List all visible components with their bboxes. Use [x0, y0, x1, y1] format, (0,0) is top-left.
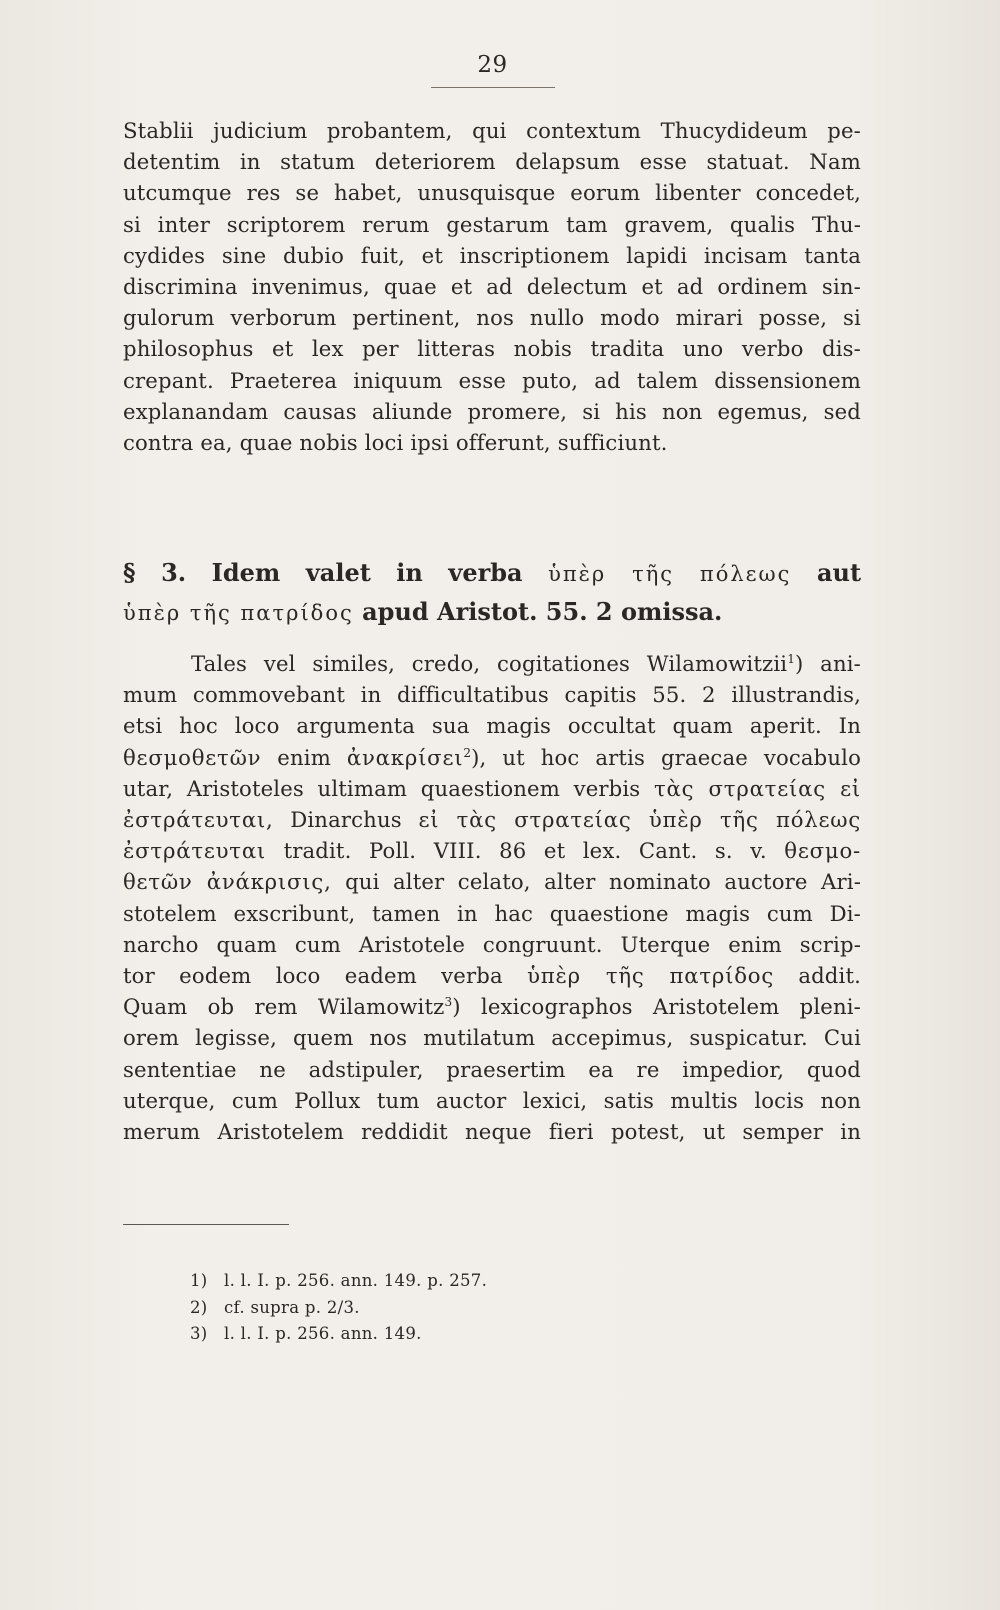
greek-text: ἐστράτευται,: [123, 807, 274, 833]
text-line: discrimina invenimus, quae et ad delectum et ad ordinem sin-: [123, 274, 861, 300]
text-span: qui alter celato, alter nominato auctore Ari-: [345, 869, 862, 895]
text-span: addit.: [798, 963, 861, 989]
text-span: utar, Aristoteles ultimam quaestionem verbis: [123, 775, 641, 801]
text-line: [123, 960, 861, 991]
text-line: mum commovebant in difficultatibus capitis 55. 2 illustrandis,: [123, 682, 861, 708]
text-line: stotelem exscribunt, tamen in hac quaestione magis cum Di-: [123, 900, 861, 926]
footnote-item: [190, 1321, 750, 1348]
text-line: narcho quam cum Aristotele congruunt. Uterque enim scrip-: [123, 931, 861, 957]
section-title-part-1: Idem valet in verba: [211, 558, 523, 587]
page-number-rule: [431, 87, 555, 88]
paragraph-1: [123, 115, 861, 458]
footnote-ref-1: 1: [787, 652, 795, 666]
text-line: Stablii judicium probantem, qui contextum Thucydideum pe-: [123, 118, 861, 143]
text-line: [123, 742, 861, 773]
text-line: sententiae ne adstipuler, praesertim ea re impedior, quod: [123, 1056, 861, 1082]
section-symbol: §: [123, 558, 136, 587]
footnote-text: l. l. I. p. 256. ann. 149.: [224, 1324, 422, 1343]
page-number: 29: [477, 52, 508, 78]
text-span: Dinarchus: [290, 807, 402, 833]
greek-text: ὑπὲρ τῆς πατρίδος: [527, 963, 774, 989]
text-line: [123, 991, 861, 1022]
footnote-number: 3): [190, 1324, 208, 1343]
paragraph-2: [123, 648, 861, 1147]
greek-text: τὰς στρατείας εἰ: [653, 775, 862, 801]
footnote-item: [190, 1268, 750, 1295]
text-line: contra ea, quae nobis loci ipsi offerunt, sufficiunt.: [123, 430, 668, 456]
footnotes: [190, 1268, 750, 1348]
text-line: uterque, cum Pollux tum auctor lexici, satis multis locis non: [123, 1087, 861, 1113]
footnote-ref-3: 3: [444, 995, 453, 1010]
text-span: Quam ob rem Wilamowitz: [123, 994, 445, 1020]
text-line: merum Aristotelem reddidit neque fieri potest, ut semper in: [123, 1119, 861, 1145]
text-span: tradit. Poll. VIII. 86 et lex. Cant. s. v.: [283, 838, 767, 864]
section-greek-2: ὑπὲρ τῆς πατρίδος: [123, 601, 354, 625]
section-connector: aut: [816, 558, 862, 587]
text-line: si inter scriptorem rerum gestarum tam gravem, qualis Thu-: [123, 211, 861, 237]
footnote-ref-2: 2: [463, 745, 472, 760]
greek-text: θεσμο-: [784, 838, 861, 864]
text-line: [123, 835, 861, 866]
footnote-text: l. l. I. p. 256. ann. 149. p. 257.: [224, 1271, 488, 1290]
text-span: tor eodem loco eadem verba: [123, 963, 503, 989]
greek-text: ἀνακρίσει: [346, 744, 464, 770]
text-span: enim: [277, 744, 331, 770]
section-heading-line-1: [123, 554, 861, 593]
text-line: [123, 773, 861, 804]
greek-text: εἰ τὰς στρατείας ὑπὲρ τῆς πόλεως: [418, 807, 861, 833]
text-span: ) lexicographos Aristotelem pleni-: [452, 994, 861, 1020]
section-heading: [123, 554, 861, 632]
greek-text: ἐστράτευται: [123, 838, 267, 864]
text-line: detentim in statum deteriorem delapsum esse statuat. Nam: [123, 149, 861, 175]
footnote-text: cf. supra p. 2/3.: [224, 1297, 360, 1317]
section-number: 3.: [161, 558, 187, 587]
section-heading-line-2: [123, 593, 861, 632]
footnote-item: [190, 1295, 750, 1322]
text-line: explanandam causas aliunde promere, si his non egemus, sed: [123, 398, 861, 424]
section-greek-1: ὑπὲρ τῆς πόλεως: [548, 562, 792, 586]
text-line: cydides sine dubio fuit, et inscriptionem lapidi incisam tanta: [123, 242, 861, 268]
footnote-number: 1): [190, 1271, 208, 1290]
text-line: philosophus et lex per litteras nobis tradita uno verbo dis-: [123, 336, 861, 362]
text-line: utcumque res se habet, unusquisque eorum libenter concedet,: [123, 180, 861, 206]
footnote-divider: [123, 1224, 289, 1225]
greek-text: θεσμοθετῶν: [123, 744, 262, 770]
section-title-part-2: apud Aristot. 55. 2 omissa.: [362, 597, 723, 626]
text-line: orem legisse, quem nos mutilatum accepimus, suspicatur. Cui: [123, 1025, 861, 1051]
text-span: ), ut hoc artis graecae vocabulo: [471, 744, 862, 770]
text-span: Tales vel similes, credo, cogitationes Wilamowitzii: [191, 651, 788, 676]
footnote-number: 2): [190, 1297, 208, 1317]
text-line: etsi hoc loco argumenta sua magis occultat quam aperit. In: [123, 713, 861, 739]
text-line: gulorum verborum pertinent, nos nullo modo mirari posse, si: [123, 305, 861, 331]
text-line: crepant. Praeterea iniquum esse puto, ad talem dissensionem: [123, 367, 861, 393]
text-span: ) ani-: [794, 651, 861, 676]
text-line: [123, 804, 861, 835]
greek-text: θετῶν ἀνάκρισις,: [123, 869, 332, 895]
text-line: [123, 866, 861, 897]
text-line: [123, 648, 861, 679]
